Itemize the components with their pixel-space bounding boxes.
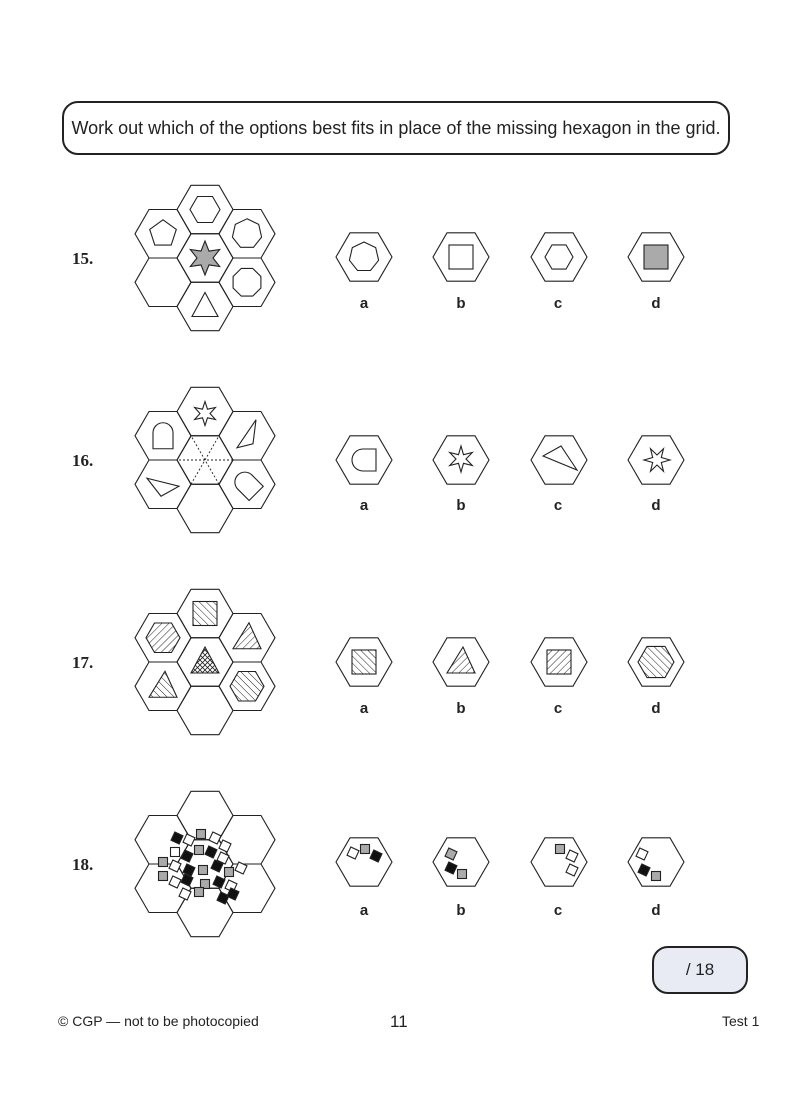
- q17-hex-b: [177, 686, 233, 734]
- q18-small-square: [209, 832, 221, 844]
- q17-opt-c-square: [547, 650, 571, 674]
- q17-triangle-hatched-bl: [149, 671, 177, 697]
- q18-opt-a-sq: [370, 850, 382, 862]
- q18-small-square: [213, 876, 225, 888]
- q17-opt-b-triangle: [447, 647, 475, 673]
- footer-copyright: © CGP — not to be photocopied: [58, 1013, 259, 1029]
- option-label-16a[interactable]: a: [359, 497, 369, 514]
- option-label-16d[interactable]: d: [651, 497, 661, 514]
- q18-small-square: [195, 846, 204, 855]
- q18-opt-d-sq: [652, 872, 661, 881]
- q16-triangle-tr: [237, 420, 256, 448]
- score-text: / 18: [685, 960, 715, 979]
- q16-arch-rotated: [231, 468, 264, 501]
- q18-opt-c-sq: [566, 850, 578, 862]
- option-label-15c[interactable]: c: [553, 295, 563, 312]
- q18-small-square: [195, 888, 204, 897]
- q16-opt-d-hex: [628, 436, 684, 484]
- option-label-15a[interactable]: a: [359, 295, 369, 312]
- q18-opt-d-sq: [636, 848, 648, 860]
- q17-square-hatched: [193, 602, 217, 626]
- q18-opt-a-sq: [361, 845, 370, 854]
- q15-hex-tl: [135, 210, 191, 259]
- q18-opt-b-sq: [445, 862, 457, 874]
- q18-small-square: [199, 866, 208, 875]
- q15-hex-tr: [219, 210, 275, 259]
- q16-hex-b: [177, 484, 233, 532]
- q15-opt-c-hex: [531, 233, 587, 281]
- q15-opt-a-hex: [336, 233, 392, 281]
- q16-opt-c-triangle: [543, 446, 577, 470]
- q15-hex-br: [219, 258, 275, 307]
- q16-triangle-bl: [147, 478, 179, 496]
- q16-opt-c-hex: [531, 436, 587, 484]
- q15-hex-b: [177, 282, 233, 330]
- q15-opt-b-square: [449, 245, 473, 269]
- option-label-15d[interactable]: d: [651, 295, 661, 312]
- q18-small-square: [205, 846, 217, 858]
- q17-hexagon-hatched: [146, 623, 180, 653]
- q15-octagon-shape: [233, 268, 261, 296]
- question-number-17: 17.: [72, 653, 94, 672]
- q18-small-square: [219, 840, 231, 852]
- option-label-17b[interactable]: b: [456, 700, 466, 717]
- option-label-17a[interactable]: a: [359, 700, 369, 717]
- option-label-17d[interactable]: d: [651, 700, 661, 717]
- q15-hex-bl: [135, 258, 191, 307]
- instruction-text: Work out which of the options best fits in place of the missing hexagon in the grid.: [71, 117, 721, 138]
- q18-opt-a-sq: [347, 847, 359, 859]
- q15-opt-a-heptagon: [349, 242, 378, 271]
- q16-hex-bl: [135, 460, 191, 509]
- q17-hexagon-hatched-br: [230, 672, 264, 702]
- q18-small-square: [181, 850, 193, 862]
- option-label-18d[interactable]: d: [651, 902, 661, 919]
- q16-opt-d-burst: [644, 449, 670, 472]
- q16-arch-shape: [153, 423, 173, 449]
- q15-opt-d-square: [644, 245, 668, 269]
- q18-opt-c-sq: [566, 864, 578, 876]
- option-label-16c[interactable]: c: [553, 497, 563, 514]
- q18-small-square: [225, 868, 234, 877]
- q15-opt-c-hexagon: [545, 245, 573, 269]
- page-number: 11: [390, 1012, 408, 1031]
- q16-opt-a-arch: [352, 449, 376, 471]
- q18-opt-d-sq: [638, 864, 650, 876]
- q15-opt-b-hex: [433, 233, 489, 281]
- q18-small-square: [197, 830, 206, 839]
- q18-small-square: [171, 848, 180, 857]
- option-label-15b[interactable]: b: [456, 295, 466, 312]
- option-label-18c[interactable]: c: [553, 902, 563, 919]
- q18-small-square: [183, 834, 195, 846]
- q15-heptagon-shape: [232, 219, 261, 248]
- q18-opt-c-sq: [556, 845, 565, 854]
- q18-small-square: [171, 832, 183, 844]
- option-label-16b[interactable]: b: [456, 497, 466, 514]
- q17-triangle-crosshatched: [191, 647, 219, 673]
- q18-opt-b-sq: [445, 848, 457, 860]
- q18-small-square: [159, 858, 168, 867]
- score-box[interactable]: [652, 946, 748, 994]
- q18-small-square: [169, 876, 181, 888]
- option-label-18b[interactable]: b: [456, 902, 466, 919]
- q16-hex-tr: [219, 412, 275, 461]
- q15-star-shape: [190, 241, 219, 275]
- q17-opt-a-square: [352, 650, 376, 674]
- q16-hex-tl: [135, 412, 191, 461]
- footer-test-label: Test 1: [722, 1013, 760, 1029]
- q15-pentagon-shape: [150, 220, 177, 245]
- q16-hex-t: [177, 387, 233, 435]
- q17-opt-d-hexagon: [638, 646, 674, 677]
- q16-opt-b-burst: [450, 446, 473, 472]
- q15-triangle-shape: [192, 293, 218, 317]
- q18-small-square: [159, 872, 168, 881]
- q16-burst-shape: [195, 402, 216, 426]
- q18-small-square: [169, 860, 181, 872]
- q17-triangle-hatched-tr: [233, 623, 261, 649]
- q16-hex-br: [219, 460, 275, 509]
- q15-hexagon-shape: [190, 197, 220, 223]
- q18-small-square: [179, 888, 191, 900]
- question-number-15: 15.: [72, 249, 94, 268]
- question-number-16: 16.: [72, 451, 94, 470]
- option-label-17c[interactable]: c: [553, 700, 563, 717]
- q15-hex-t: [177, 185, 233, 233]
- question-number-18: 18.: [72, 855, 94, 874]
- q16-opt-b-hex: [433, 436, 489, 484]
- option-label-18a[interactable]: a: [359, 902, 369, 919]
- q18-opt-b-sq: [458, 870, 467, 879]
- q16-opt-a-hex: [336, 436, 392, 484]
